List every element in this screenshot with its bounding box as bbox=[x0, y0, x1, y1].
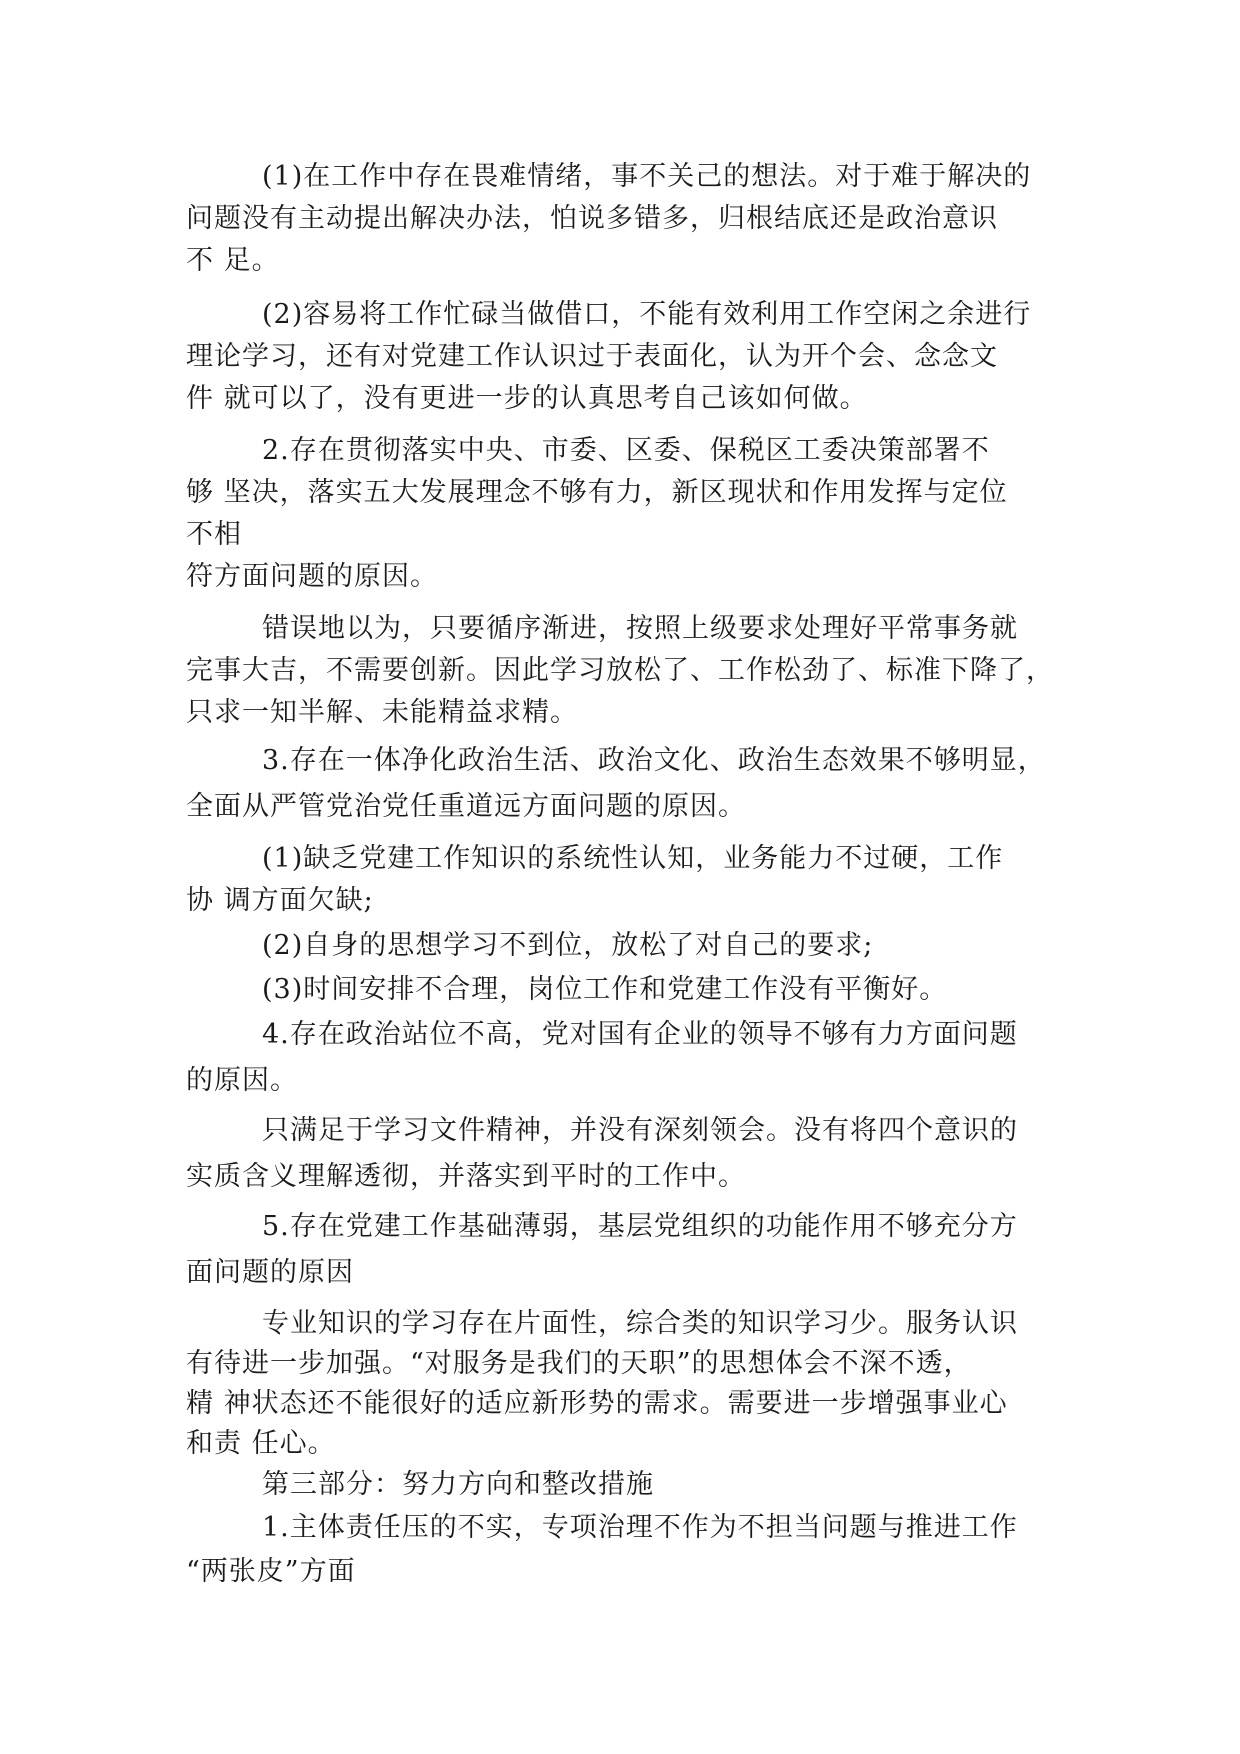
text-line: 全面从严管党治党任重道远方面问题的原因。 bbox=[186, 791, 746, 822]
paragraph-reason-5 bbox=[186, 1304, 1052, 1464]
text-line: 1.主体责任压的不实，专项治理不作为不担当问题与推进工作 bbox=[262, 1512, 1018, 1543]
text-line: “两张皮”方面 bbox=[186, 1556, 356, 1587]
text-line: 5.存在党建工作基础薄弱，基层党组织的功能作用不够充分方 bbox=[262, 1211, 1018, 1242]
heading-item-2 bbox=[186, 430, 1052, 598]
heading-item-5 bbox=[186, 1204, 1052, 1296]
section-heading-part-3 bbox=[186, 1464, 1052, 1506]
text-line: 错误地以为，只要循序渐进，按照上级要求处理好平常事务就 bbox=[262, 613, 1018, 644]
paragraph-reason-3-1 bbox=[186, 838, 1052, 922]
heading-item-3 bbox=[186, 738, 1052, 830]
text-line: 协 调方面欠缺; bbox=[186, 885, 374, 916]
heading-measure-1 bbox=[186, 1506, 1052, 1594]
text-line: 专业知识的学习存在片面性，综合类的知识学习少。服务认识 bbox=[262, 1308, 1018, 1339]
text-line: 够 坚决，落实五大发展理念不够有力，新区现状和作用发挥与定位 bbox=[186, 477, 1008, 508]
text-line: 问题没有主动提出解决办法，怕说多错多，归根结底还是政治意识 bbox=[186, 203, 998, 234]
text-line: 只求一知半解、未能精益求精。 bbox=[186, 697, 578, 728]
paragraph-reason-1-1 bbox=[186, 156, 1052, 282]
text-line: 第三部分：努力方向和整改措施 bbox=[262, 1469, 654, 1500]
text-line: 实质含义理解透彻，并落实到平时的工作中。 bbox=[186, 1161, 746, 1192]
paragraph-reason-3-2 bbox=[186, 924, 1052, 968]
text-line: 不相 bbox=[186, 519, 242, 550]
paragraph-reason-1-2 bbox=[186, 294, 1052, 420]
text-line: 只满足于学习文件精神，并没有深刻领会。没有将四个意识的 bbox=[262, 1115, 1018, 1146]
text-line: (1)缺乏党建工作知识的系统性认知，业务能力不过硬，工作 bbox=[262, 843, 1004, 874]
text-line: 件 就可以了，没有更进一步的认真思考自己该如何做。 bbox=[186, 383, 868, 414]
paragraph-reason-4 bbox=[186, 1108, 1052, 1200]
text-line: 3.存在一体净化政治生活、政治文化、政治生态效果不够明显， bbox=[262, 745, 1046, 776]
text-line: (3)时间安排不合理，岗位工作和党建工作没有平衡好。 bbox=[262, 974, 948, 1005]
text-line: 不 足。 bbox=[186, 245, 280, 276]
text-line: 符方面问题的原因。 bbox=[186, 561, 438, 592]
text-line: 精 神状态还不能很好的适应新形势的需求。需要进一步增强事业心 bbox=[186, 1388, 1008, 1419]
heading-item-4 bbox=[186, 1012, 1052, 1104]
text-line: 和责 任心。 bbox=[186, 1428, 336, 1459]
paragraph-reason-3-3 bbox=[186, 968, 1052, 1012]
paragraph-reason-2 bbox=[186, 608, 1052, 734]
text-line: 2.存在贯彻落实中央、市委、区委、保税区工委决策部署不 bbox=[262, 435, 990, 466]
text-line: 有待进一步加强。“对服务是我们的天职”的思想体会不深不透， bbox=[186, 1348, 972, 1379]
text-line: (2)自身的思想学习不到位，放松了对自己的要求; bbox=[262, 930, 874, 961]
text-line: 完事大吉，不需要创新。因此学习放松了、工作松劲了、标准下降了， bbox=[186, 655, 1054, 686]
document-body bbox=[186, 156, 1052, 1594]
text-line: (2)容易将工作忙碌当做借口，不能有效利用工作空闲之余进行 bbox=[262, 299, 1032, 330]
text-line: 的原因。 bbox=[186, 1065, 298, 1096]
text-line: 面问题的原因 bbox=[186, 1257, 354, 1288]
text-line: (1)在工作中存在畏难情绪，事不关己的想法。对于难于解决的 bbox=[262, 161, 1032, 192]
text-line: 理论学习，还有对党建工作认识过于表面化，认为开个会、念念文 bbox=[186, 341, 998, 372]
text-line: 4.存在政治站位不高，党对国有企业的领导不够有力方面问题 bbox=[262, 1019, 1018, 1050]
